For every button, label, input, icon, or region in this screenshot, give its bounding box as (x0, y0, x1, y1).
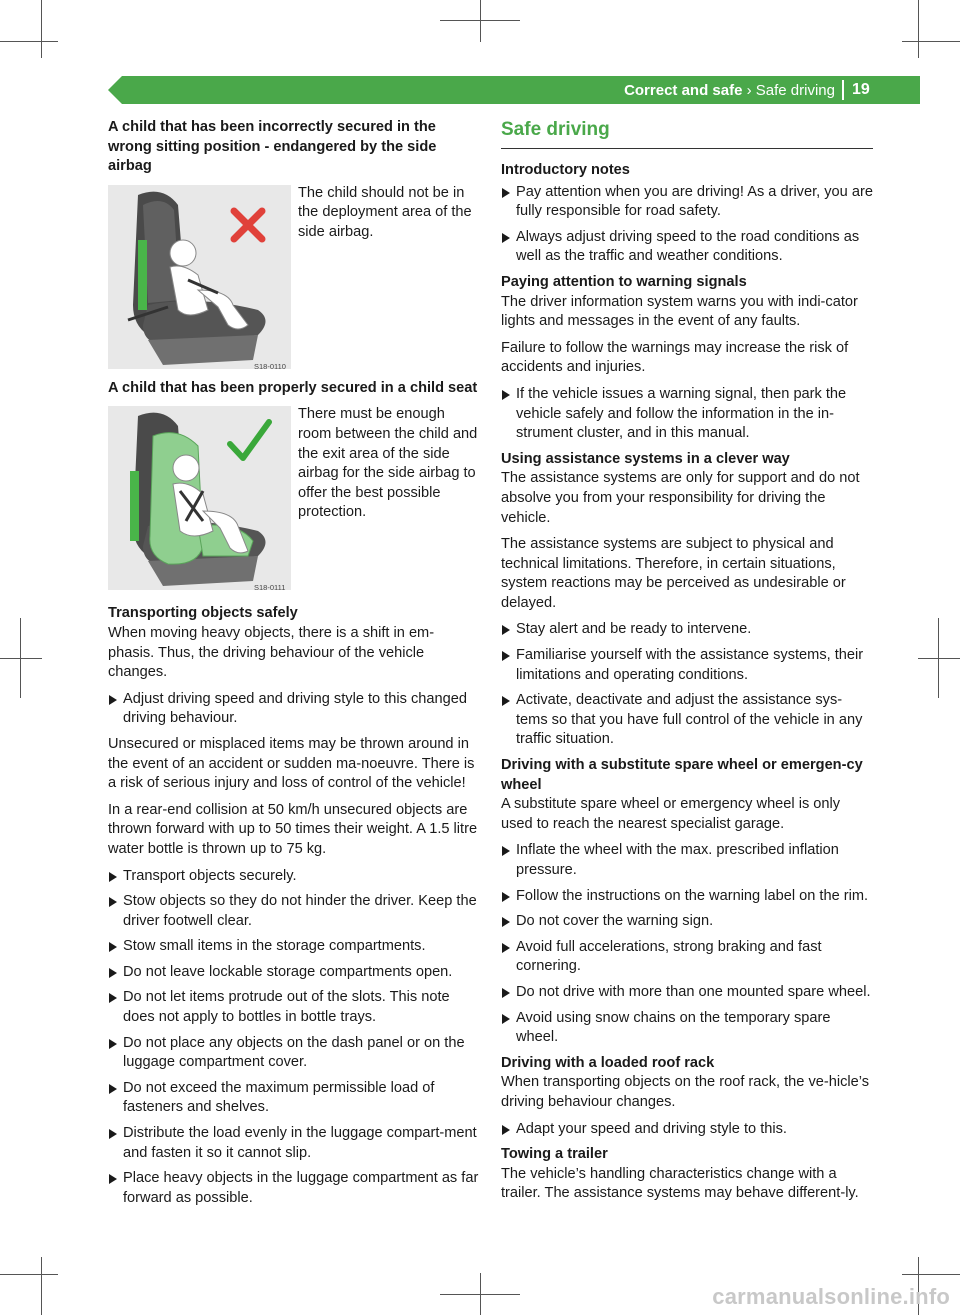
section-title: Safe driving (501, 118, 873, 149)
list-item: Do not exceed the maximum permissible load of fasteners and shelves. (108, 1079, 480, 1118)
cross-icon (228, 205, 268, 245)
list-item: Avoid using snow chains on the temporary spare wheel. (501, 1009, 873, 1048)
list-item: Familiarise yourself with the assistance systems, their limitations and operating conditions. (501, 646, 873, 685)
transport-section (108, 604, 480, 682)
crop-mark (0, 41, 58, 42)
list-item: Stow small items in the storage compartments. (108, 937, 480, 957)
transport-para1: Unsecured or misplaced items may be thrown around in the event of an accident or sudden ma-noeuvre. There is a risk of serious injury and loss of control of the vehicle! (108, 735, 475, 792)
trailer-heading: Towing a trailer (501, 1146, 608, 1163)
trailer-section (501, 1145, 873, 1204)
figure2-code: S18-0111 (254, 583, 286, 591)
left-column (108, 118, 480, 1214)
crop-mark (20, 618, 21, 698)
list-item: Activate, deactivate and adjust the assistance sys-tems so that you have full control of the vehicle in any traffic situation. (501, 691, 873, 750)
warnings-para: Failure to follow the warnings may increase the risk of accidents and injuries. (501, 339, 849, 376)
list-item: Do not leave lockable storage compartments open. (108, 963, 480, 983)
list-item: Adapt your speed and driving style to this. (501, 1120, 873, 1140)
spare-section (501, 756, 873, 834)
warnings-section (501, 273, 873, 332)
list-item: Do not let items protrude out of the slots. This note does not apply to bottles in bottle trays. (108, 988, 480, 1027)
roof-section (501, 1054, 873, 1113)
page-divider (842, 80, 844, 100)
list-item: Adjust driving speed and driving style to this changed driving behaviour. (108, 690, 480, 729)
list-item: Avoid full accelerations, strong braking and fast cornering. (501, 938, 873, 977)
spare-heading: Driving with a substitute spare wheel or emergen-cy wheel (501, 757, 863, 793)
breadcrumb-section: Correct and safe (624, 82, 743, 99)
check-icon (226, 418, 272, 464)
spare-text: A substitute spare wheel or emergency wheel is only used to reach the nearest specialist garage. (501, 796, 841, 832)
list-item: Stay alert and be ready to intervene. (501, 620, 873, 640)
figure2-heading: A child that has been properly secured in a child seat (108, 379, 478, 396)
warnings-text: The driver information system warns you with indi-cator lights and messages in the event of any faults. (501, 293, 858, 330)
warnings-heading: Paying attention to warning signals (501, 273, 747, 290)
figure1-code: S18-0110 (254, 361, 286, 369)
figure2 (108, 406, 480, 590)
list-item: Pay attention when you are driving! As a driver, you are fully responsible for road safety. (501, 183, 873, 222)
intro-heading-text: Introductory notes (501, 162, 630, 178)
roof-text: When transporting objects on the roof rack, the ve-hicle’s driving behaviour changes. (501, 1074, 870, 1110)
list-item: Do not drive with more than one mounted spare wheel. (501, 983, 873, 1003)
trailer-text: The vehicle’s handling characteristics change with a trailer. The assistance systems may behave different-ly. (501, 1165, 859, 1202)
figure2-image (108, 406, 291, 590)
list-item: Do not cover the warning sign. (501, 912, 873, 932)
crop-mark (480, 1273, 481, 1315)
crop-mark (902, 41, 960, 42)
crop-mark (0, 658, 42, 659)
figure1-heading: A child that has been incorrectly secured in the wrong sitting position - endangered by the side airbag (108, 119, 437, 175)
breadcrumb-separator: › (746, 82, 752, 99)
transport-para2: In a rear-end collision at 50 km/h unsecured objects are thrown forward with up to 50 times their weight. A 1.5 litre water bottle is thrown up to 75 kg. (108, 801, 478, 857)
breadcrumb (624, 82, 835, 99)
assist-para: The assistance systems are subject to physical and technical limitations. Therefore, in certain situations, system reactions may be perceived as undesirable or delayed. (501, 536, 846, 611)
crop-mark (938, 618, 939, 698)
list-item: Stow objects so they do not hinder the driver. Keep the driver footwell clear. (108, 892, 480, 931)
crop-mark (41, 0, 42, 58)
list-item: If the vehicle issues a warning signal, then park the vehicle safely and follow the information in the in-strument cluster, and in this manual. (501, 385, 873, 444)
figure1-image (108, 185, 291, 369)
crop-mark (480, 0, 481, 42)
list-item: Transport objects securely. (108, 867, 480, 887)
right-column (501, 118, 873, 1211)
assist-section (501, 450, 873, 528)
page-number: 19 (852, 81, 870, 98)
crop-mark (918, 0, 919, 58)
assist-text: The assistance systems are only for support and do not absolve you from your responsibility for driving the vehicle. (501, 470, 860, 526)
list-item: Follow the instructions on the warning label on the rim. (501, 887, 873, 907)
intro-heading (501, 161, 873, 181)
breadcrumb-subsection: Safe driving (755, 82, 835, 99)
list-item: Place heavy objects in the luggage compartment as far forward as possible. (108, 1169, 480, 1208)
assist-heading: Using assistance systems in a clever way (501, 450, 790, 467)
figure2-caption: There must be enough room between the child and the exit area of the side airbag for the side airbag to offer the best possible protection. (298, 406, 478, 521)
list-item: Inflate the wheel with the max. prescribed inflation pressure. (501, 841, 873, 880)
figure1 (108, 185, 480, 369)
watermark: carmanualsonline.info (712, 1284, 950, 1309)
crop-mark (918, 658, 960, 659)
figure1-caption: The child should not be in the deployment area of the side airbag. (298, 184, 472, 240)
crop-mark (902, 1274, 960, 1275)
roof-heading: Driving with a loaded roof rack (501, 1054, 715, 1071)
list-item: Distribute the load evenly in the luggage compart-ment and fasten it so it cannot slip. (108, 1124, 480, 1163)
crop-mark (0, 1274, 58, 1275)
transport-intro: When moving heavy objects, there is a shift in em-phasis. Thus, the driving behaviour of the vehicle changes. (108, 624, 435, 681)
transport-heading: Transporting objects safely (108, 605, 298, 622)
list-item: Always adjust driving speed to the road conditions as well as the traffic and weather conditions. (501, 228, 873, 267)
list-item: Do not place any objects on the dash panel or on the luggage compartment cover. (108, 1034, 480, 1073)
crop-mark (41, 1257, 42, 1315)
